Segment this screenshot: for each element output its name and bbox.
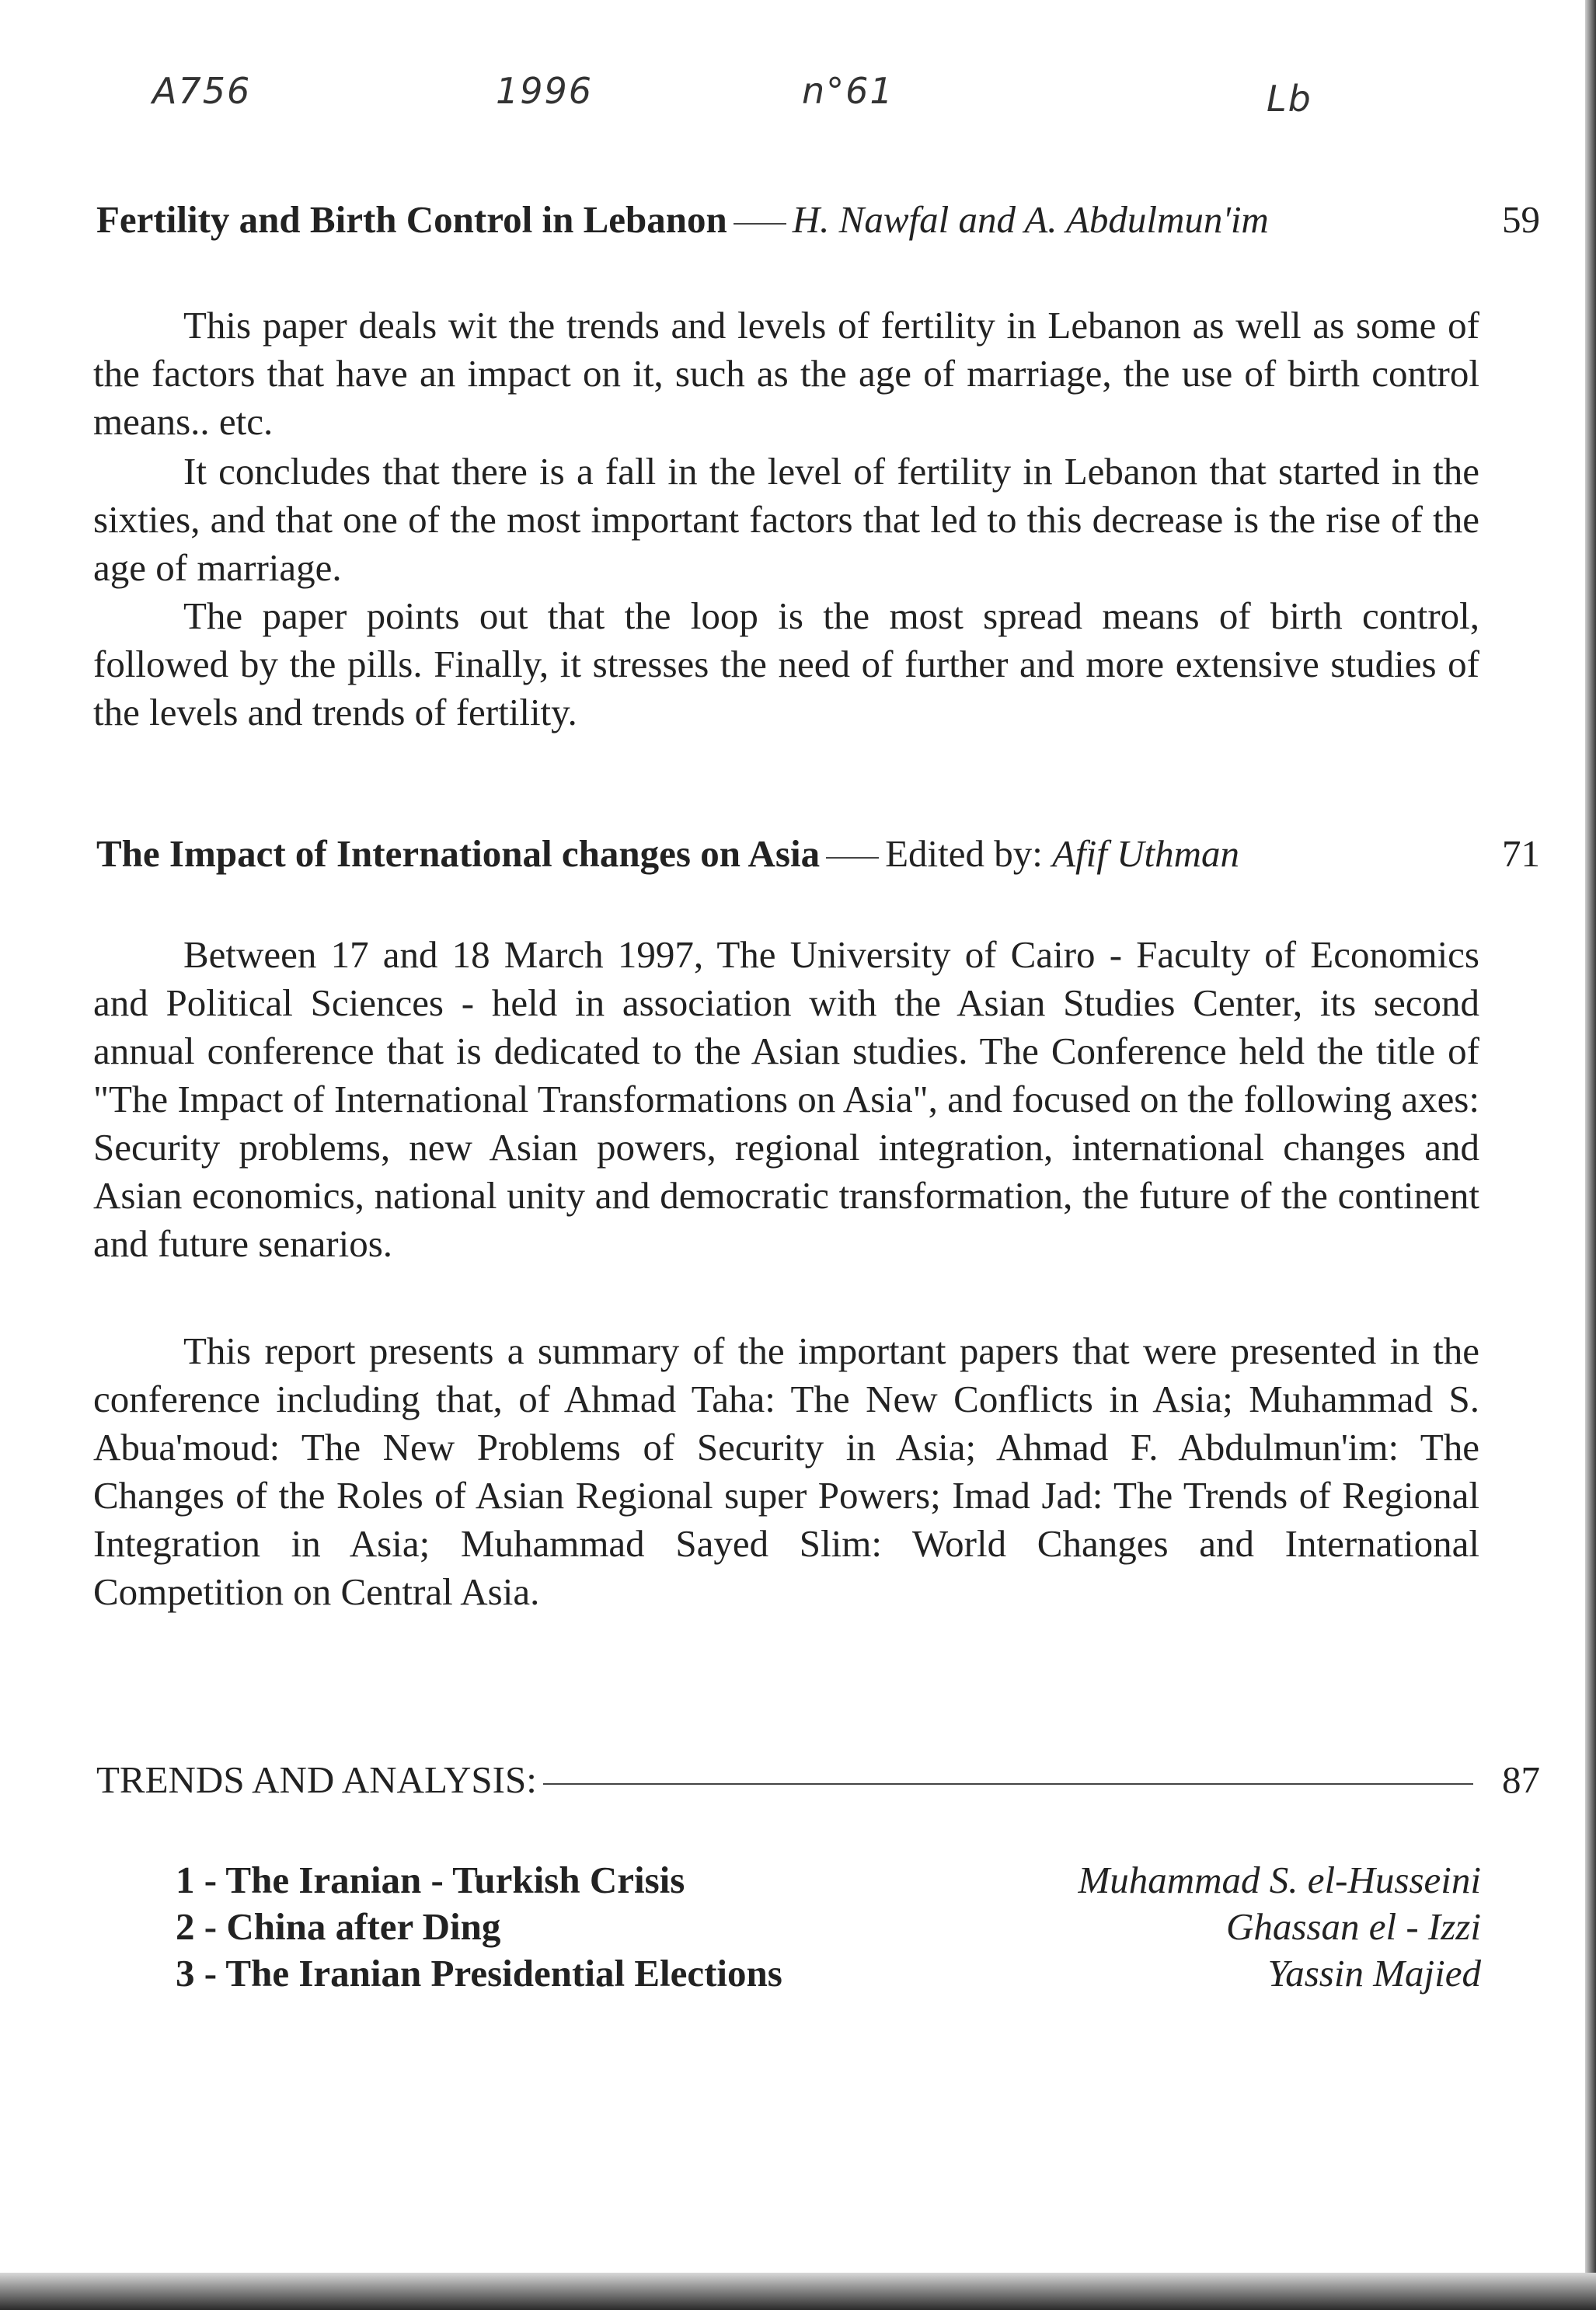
list-item	[176, 1904, 1481, 1950]
entry-heading	[96, 197, 1540, 242]
abstract-paragraph: The paper points out that the loop is the most spread means of birth control, followed by the pills. Finally, it stresses the need of further and more extensive studies of the levels and trends of fertility.	[93, 594, 1479, 733]
handwritten-note: 1996	[496, 70, 594, 112]
trends-list	[176, 1857, 1481, 1997]
item-author: Yassin Majied	[1267, 1952, 1481, 1995]
scan-edge-shadow	[1585, 0, 1596, 2310]
entry-author: Afif Uthman	[1052, 832, 1240, 875]
scan-edge-shadow	[0, 2273, 1596, 2310]
handwritten-note: Lb	[1267, 78, 1312, 120]
item-author: Ghassan el - Izzi	[1225, 1905, 1481, 1948]
abstract-paragraph: It concludes that there is a fall in the level of fertility in Lebanon that started in the sixties, and that one of the most important factors that led to this decrease is the rise of the age of marriage.	[93, 450, 1479, 589]
item-title: 2 - China after Ding	[176, 1905, 501, 1948]
entry-heading	[96, 831, 1540, 876]
entry-author: H. Nawfal and A. Abdulmun'im	[792, 198, 1269, 241]
leader-line	[543, 1783, 1473, 1785]
item-author: Muhammad S. el-Husseini	[1078, 1859, 1481, 1901]
handwritten-note: n°61	[802, 70, 894, 112]
item-title: 1 - The Iranian - Turkish Crisis	[176, 1859, 685, 1901]
page-number: 59	[1502, 198, 1540, 241]
item-title: 3 - The Iranian Presidential Elections	[176, 1952, 782, 1995]
leader-line	[734, 223, 786, 225]
list-item	[176, 1857, 1481, 1904]
editor-prefix: Edited by:	[885, 832, 1043, 875]
list-item	[176, 1950, 1481, 1997]
page-number: 87	[1502, 1758, 1540, 1801]
section-title: TRENDS AND ANALYSIS:	[96, 1758, 537, 1801]
section-heading	[96, 1758, 1540, 1802]
abstract-paragraph: Between 17 and 18 March 1997, The University of Cairo - Faculty of Economics and Political Sciences - held in association with the Asian Studies Center, its second annual conference that is dedicated to the Asian studies. The Conference held the title of "The Impact of International Transformations on Asia", and focused on the following axes: Security problems, new Asian powers, regional integration, international changes and Asian economics, national unity and democratic transformation, the future of the continent and future senarios.	[93, 933, 1479, 1265]
page-number: 71	[1502, 832, 1540, 875]
entry-title: Fertility and Birth Control in Lebanon	[96, 198, 727, 241]
abstract-paragraph: This paper deals wit the trends and levels of fertility in Lebanon as well as some of the factors that have an impact on it, such as the age of marriage, the use of birth control means.. etc.	[93, 304, 1479, 443]
leader-line	[826, 857, 879, 859]
entry-title: The Impact of International changes on Asia	[96, 832, 821, 875]
handwritten-note: A756	[152, 70, 252, 112]
abstract-paragraph: This report presents a summary of the important papers that were presented in the conference including that, of Ahmad Taha: The New Conflicts in Asia; Muhammad S. Abua'moud: The New Problems of Security in Asia; Ahmad F. Abdulmun'im: The Changes of the Roles of Asian Regional super Powers; Imad Jad: The Trends of Regional Integration in Asia; Muhammad Sayed Slim: World Changes and International Competition on Central Asia.	[93, 1329, 1479, 1613]
